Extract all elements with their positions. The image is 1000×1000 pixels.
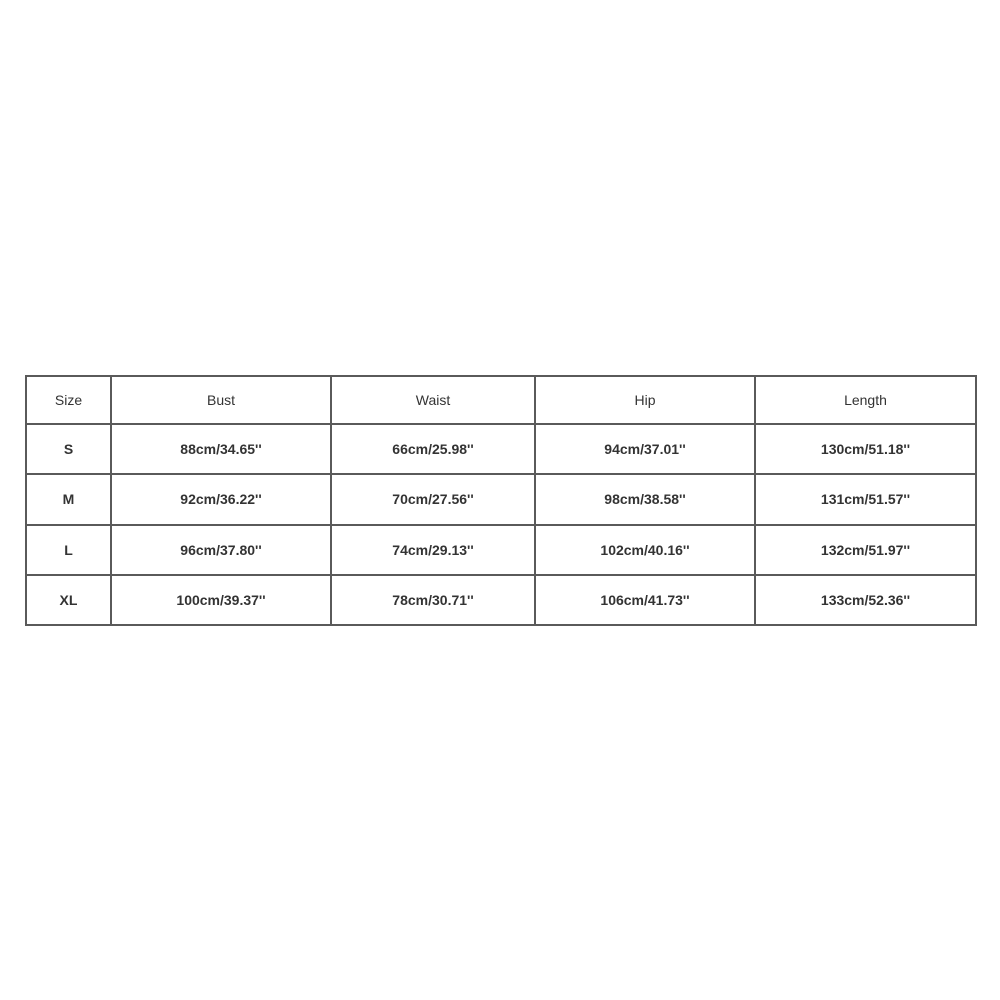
table-row bbox=[26, 525, 976, 575]
header-waist: Waist bbox=[331, 376, 535, 424]
cell-waist: 78cm/30.71'' bbox=[331, 575, 535, 625]
header-size: Size bbox=[26, 376, 111, 424]
cell-hip: 102cm/40.16'' bbox=[535, 525, 755, 575]
cell-hip: 94cm/37.01'' bbox=[535, 424, 755, 474]
cell-size: XL bbox=[26, 575, 111, 625]
cell-size: S bbox=[26, 424, 111, 474]
cell-hip: 106cm/41.73'' bbox=[535, 575, 755, 625]
cell-waist: 66cm/25.98'' bbox=[331, 424, 535, 474]
cell-size: M bbox=[26, 474, 111, 524]
cell-bust: 96cm/37.80'' bbox=[111, 525, 331, 575]
cell-length: 131cm/51.57'' bbox=[755, 474, 976, 524]
cell-size: L bbox=[26, 525, 111, 575]
cell-bust: 92cm/36.22'' bbox=[111, 474, 331, 524]
cell-waist: 74cm/29.13'' bbox=[331, 525, 535, 575]
header-hip: Hip bbox=[535, 376, 755, 424]
table-row bbox=[26, 575, 976, 625]
header-length: Length bbox=[755, 376, 976, 424]
cell-bust: 100cm/39.37'' bbox=[111, 575, 331, 625]
cell-length: 132cm/51.97'' bbox=[755, 525, 976, 575]
header-bust: Bust bbox=[111, 376, 331, 424]
cell-length: 130cm/51.18'' bbox=[755, 424, 976, 474]
size-chart-table bbox=[25, 375, 977, 626]
table-row bbox=[26, 424, 976, 474]
cell-length: 133cm/52.36'' bbox=[755, 575, 976, 625]
cell-bust: 88cm/34.65'' bbox=[111, 424, 331, 474]
cell-hip: 98cm/38.58'' bbox=[535, 474, 755, 524]
cell-waist: 70cm/27.56'' bbox=[331, 474, 535, 524]
table-header-row bbox=[26, 376, 976, 424]
table-row bbox=[26, 474, 976, 524]
